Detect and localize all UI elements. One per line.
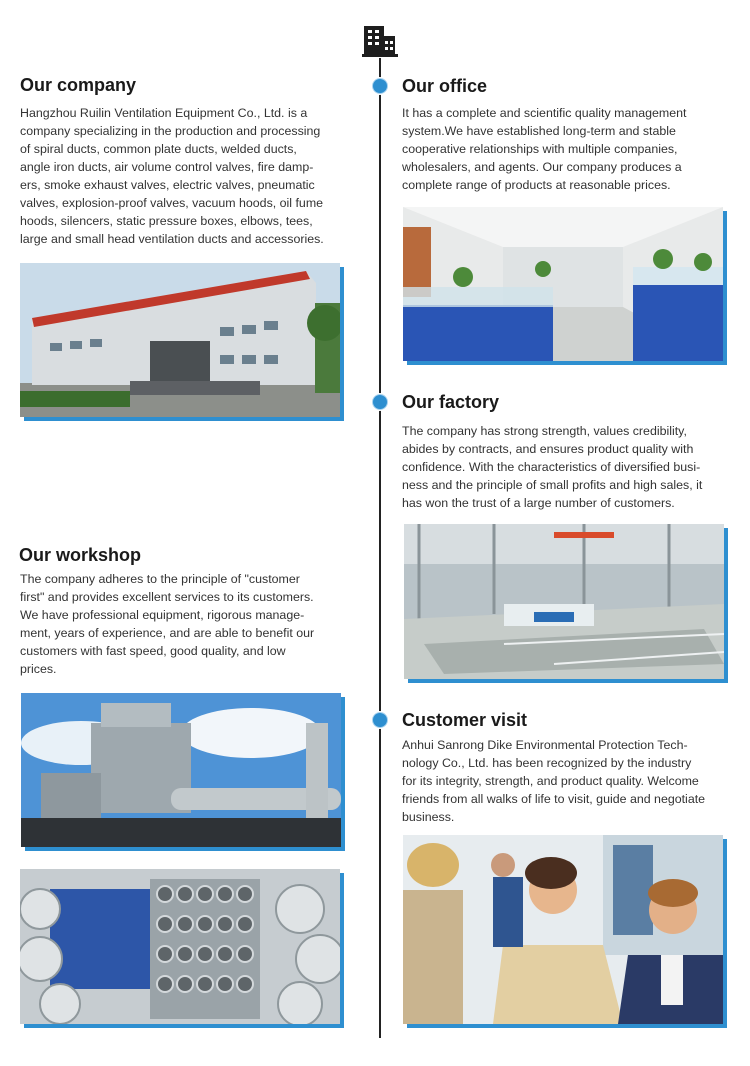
section-title-office: Our office bbox=[402, 76, 488, 96]
section-title-company: Our company bbox=[20, 75, 137, 95]
office-description bbox=[402, 104, 732, 194]
text-line: company specializing in the production and processing bbox=[20, 124, 321, 138]
text-line: Hangzhou Ruilin Ventilation Equipment Co., Ltd. is a bbox=[20, 106, 308, 120]
text-line: complete range of products at reasonable prices. bbox=[402, 178, 671, 192]
timeline-dot-icon bbox=[371, 77, 389, 95]
workshop-ventilation-photo bbox=[21, 693, 341, 847]
text-line: confidence. With the characteristics of diversified busi- bbox=[402, 460, 701, 474]
text-line: nology Co., Ltd. has been recognized by the industry bbox=[402, 756, 692, 770]
company-building-photo bbox=[20, 263, 340, 417]
text-line: business. bbox=[402, 810, 455, 824]
text-line: first" and provides excellent services to its customers. bbox=[20, 590, 314, 604]
text-line: ment, years of experience, and are able to benefit our bbox=[20, 626, 315, 640]
section-title-workshop: Our workshop bbox=[19, 545, 142, 565]
company-description bbox=[20, 104, 360, 248]
timeline-dot-icon bbox=[371, 711, 389, 729]
office-photo bbox=[403, 207, 723, 361]
text-line: for its integrity, strength, and product quality. Welcome bbox=[402, 774, 699, 788]
text-line: It has a complete and scientific quality management bbox=[402, 106, 687, 120]
text-line: prices. bbox=[20, 662, 57, 676]
text-line: angle iron ducts, air volume control valves, fire damp- bbox=[20, 160, 314, 174]
text-line: valves, explosion-proof valves, vacuum hoods, oil fume bbox=[20, 196, 324, 210]
section-title-visit: Customer visit bbox=[402, 710, 528, 730]
workshop-ducts-photo bbox=[20, 869, 340, 1024]
factory-description bbox=[402, 422, 737, 512]
factory-photo bbox=[404, 524, 724, 679]
text-line: has won the trust of a large number of customers. bbox=[402, 496, 675, 510]
text-line: customers with fast speed, good quality, and low bbox=[20, 644, 286, 658]
customer-visit-photo bbox=[403, 835, 723, 1024]
text-line: of spiral ducts, common plate ducts, welded ducts, bbox=[20, 142, 297, 156]
text-line: ers, smoke exhaust valves, electric valves, pneumatic bbox=[20, 178, 315, 192]
section-title-factory: Our factory bbox=[402, 392, 500, 412]
text-line: Anhui Sanrong Dike Environmental Protection Tech- bbox=[402, 738, 688, 752]
timeline-line bbox=[379, 58, 381, 1038]
text-line: wholesalers, and agents. Our company produces a bbox=[402, 160, 682, 174]
text-line: cooperative relationships with multiple companies, bbox=[402, 142, 678, 156]
text-line: system.We have established long-term and stable bbox=[402, 124, 676, 138]
text-line: The company has strong strength, values credibility, bbox=[402, 424, 687, 438]
text-line: The company adheres to the principle of "customer bbox=[20, 572, 300, 586]
visit-description bbox=[402, 736, 737, 826]
workshop-description bbox=[20, 570, 360, 678]
text-line: ness and the principle of small profits and high sales, it bbox=[402, 478, 703, 492]
text-line: hoods, silencers, static pressure boxes, elbows, tees, bbox=[20, 214, 313, 228]
text-line: We have professional equipment, rigorous manage- bbox=[20, 608, 305, 622]
text-line: large and small head ventilation ducts and accessories. bbox=[20, 232, 324, 246]
timeline-dot-icon bbox=[371, 393, 389, 411]
text-line: friends from all walks of life to visit, guide and negotiate bbox=[402, 792, 706, 806]
text-line: abides by contracts, and ensures product quality with bbox=[402, 442, 694, 456]
building-icon bbox=[361, 22, 399, 58]
